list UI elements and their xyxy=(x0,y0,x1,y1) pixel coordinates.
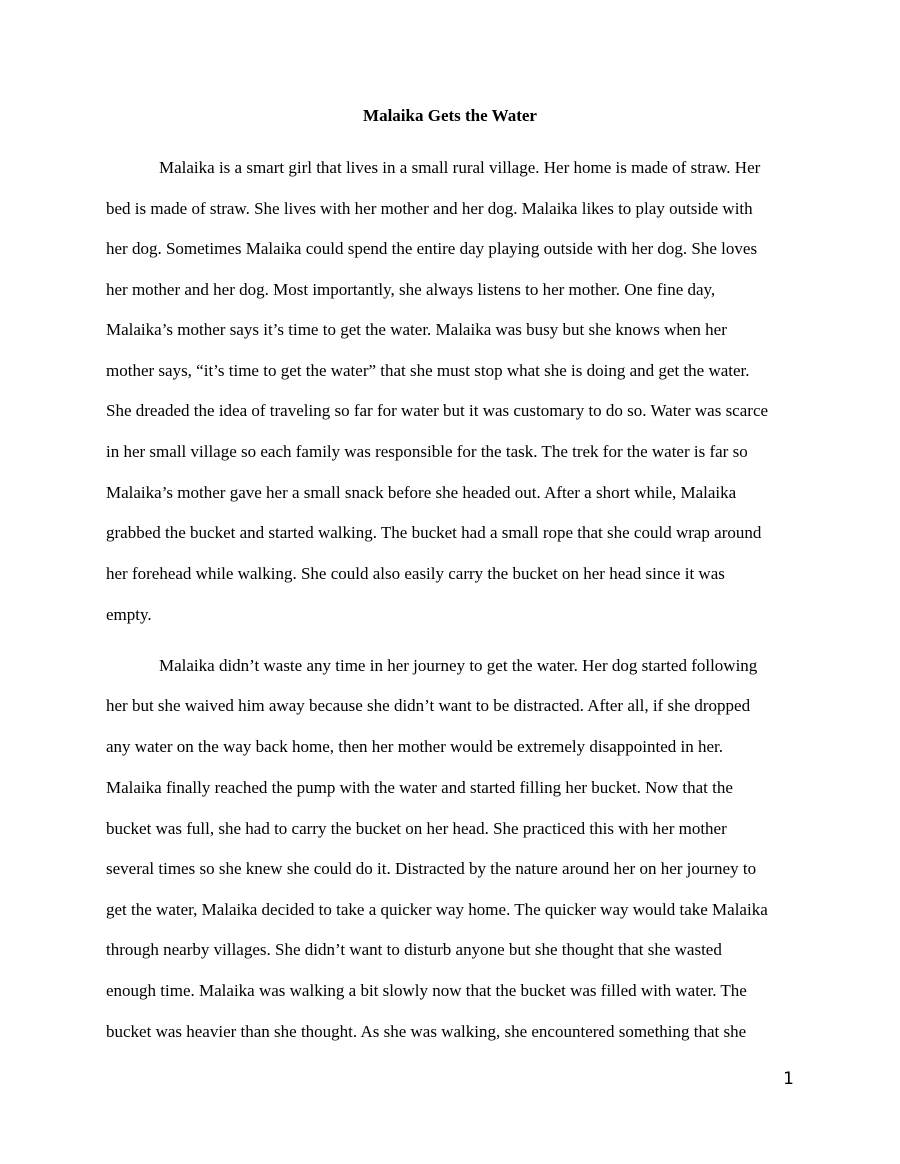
paragraph-line: bed is made of straw. She lives with her mother and her dog. Malaika likes to play outside with xyxy=(106,199,753,218)
paragraph-line: through nearby villages. She didn’t want to disturb anyone but she thought that she wasted xyxy=(106,940,722,959)
page-number: 1 xyxy=(783,1069,794,1089)
paragraph-line: her forehead while walking. She could also easily carry the bucket on her head since it was xyxy=(106,564,725,583)
paragraph-line: Malaika finally reached the pump with the water and started filling her bucket. Now that the xyxy=(106,778,733,797)
paragraph-line: her mother and her dog. Most importantly, she always listens to her mother. One fine day, xyxy=(106,280,716,299)
paragraph-line: She dreaded the idea of traveling so far for water but it was customary to do so. Water was scarce xyxy=(106,401,769,420)
paragraph-line: her but she waived him away because she didn’t want to be distracted. After all, if she dropped xyxy=(106,696,751,715)
paragraph-line: any water on the way back home, then her mother would be extremely disappointed in her. xyxy=(106,737,724,756)
paragraph-line: enough time. Malaika was walking a bit slowly now that the bucket was filled with water. The xyxy=(106,981,747,1000)
paragraph-line: in her small village so each family was responsible for the task. The trek for the water is far so xyxy=(106,442,748,461)
paragraph-line: bucket was full, she had to carry the bucket on her head. She practiced this with her mother xyxy=(106,819,727,838)
paragraph-line: Malaika’s mother says it’s time to get the water. Malaika was busy but she knows when her xyxy=(106,320,727,339)
paragraph-line: get the water, Malaika decided to take a quicker way home. The quicker way would take Malaika xyxy=(106,900,768,919)
paragraph-line: her dog. Sometimes Malaika could spend the entire day playing outside with her dog. She loves xyxy=(106,239,758,258)
paragraph-line: mother says, “it’s time to get the water” that she must stop what she is doing and get the water. xyxy=(106,361,750,380)
paragraph-line: Malaika didn’t waste any time in her journey to get the water. Her dog started following xyxy=(159,656,758,675)
paragraph-line: several times so she knew she could do it. Distracted by the nature around her on her journey to xyxy=(106,859,757,878)
document-title: Malaika Gets the Water xyxy=(363,106,537,125)
paragraph-line: bucket was heavier than she thought. As she was walking, she encountered something that she xyxy=(106,1022,747,1041)
paragraph-line: Malaika’s mother gave her a small snack before she headed out. After a short while, Malaika xyxy=(106,483,737,502)
paragraph-line: empty. xyxy=(106,605,152,624)
paragraph-line: grabbed the bucket and started walking. The bucket had a small rope that she could wrap around xyxy=(106,523,762,542)
paragraph-line: Malaika is a smart girl that lives in a small rural village. Her home is made of straw. Her xyxy=(159,158,761,177)
